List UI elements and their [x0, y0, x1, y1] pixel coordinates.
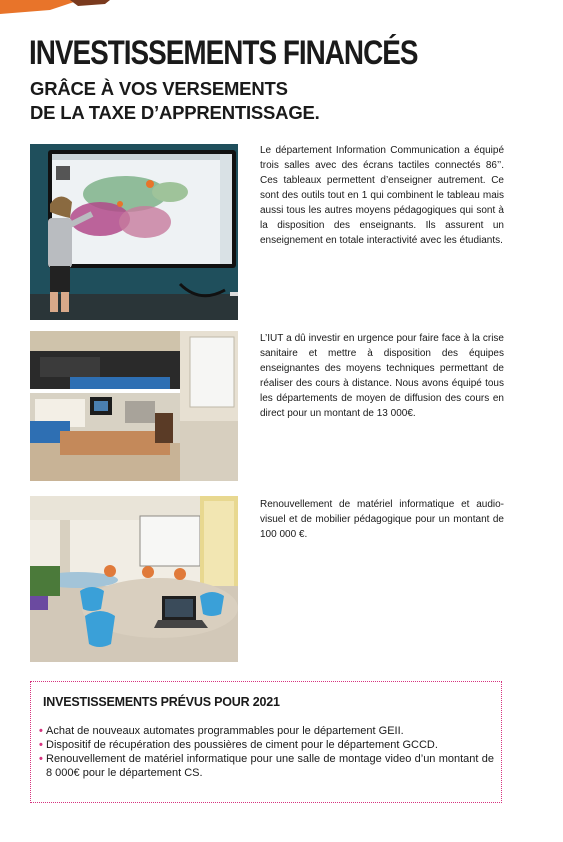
- page-title: INVESTISSEMENTS FINANCÉS: [29, 34, 418, 72]
- photo-renovated-room: [30, 496, 238, 662]
- planned-investments-title: INVESTISSEMENTS PRÉVUS POUR 2021: [43, 695, 280, 709]
- subtitle-line-1: GRÂCE À VOS VERSEMENTS: [30, 78, 288, 99]
- planned-investments-list: [39, 724, 494, 780]
- corner-decoration: [0, 0, 110, 14]
- photo-streaming-classroom: [30, 331, 238, 481]
- bullet-icon: •: [39, 725, 43, 737]
- bullet-icon: •: [39, 753, 43, 765]
- photo-touch-screen: [30, 144, 238, 320]
- bullet-icon: •: [39, 739, 43, 751]
- section-3-text: Renouvellement de matériel informatique et audio-visuel et de mobilier pédagogique pour un montant de 100 000 €.: [260, 499, 504, 540]
- subtitle-line-2: DE LA TAXE D’APPRENTISSAGE.: [30, 102, 320, 123]
- list-item: • Renouvellement de matériel informatique pour une salle de montage video d’un montant de 8 000€ pour le département CS.: [39, 753, 494, 779]
- list-item: • Dispositif de récupération des poussières de ciment pour le département GCCD.: [39, 739, 438, 751]
- section-1-text: Le département Information Communication a équipé trois salles avec des écrans tactiles connectés 86’’. Ces tableaux permettent d’enseigner autrement. Ce sont des outils tout en 1 qui combinent le tableau mais aussi tous les autres moyens pédagogiques qui sont à la disposition des enseignants. Ils assurent un enseignement en totale interactivité avec les étudiants.: [260, 145, 504, 246]
- section-2-text: L’IUT a dû investir en urgence pour faire face à la crise sanitaire et mettre à disposition des équipes enseignantes des moyens techniques permettant de réaliser des cours à distance. Nous avons équipé tous les départements de moyen de diffusion des cours en direct pour un montant de 13 000€.: [260, 333, 504, 419]
- planned-investments-box: [30, 681, 502, 803]
- page-subtitle: [30, 77, 320, 125]
- list-item: • Achat de nouveaux automates programmables pour le département GEII.: [39, 725, 404, 737]
